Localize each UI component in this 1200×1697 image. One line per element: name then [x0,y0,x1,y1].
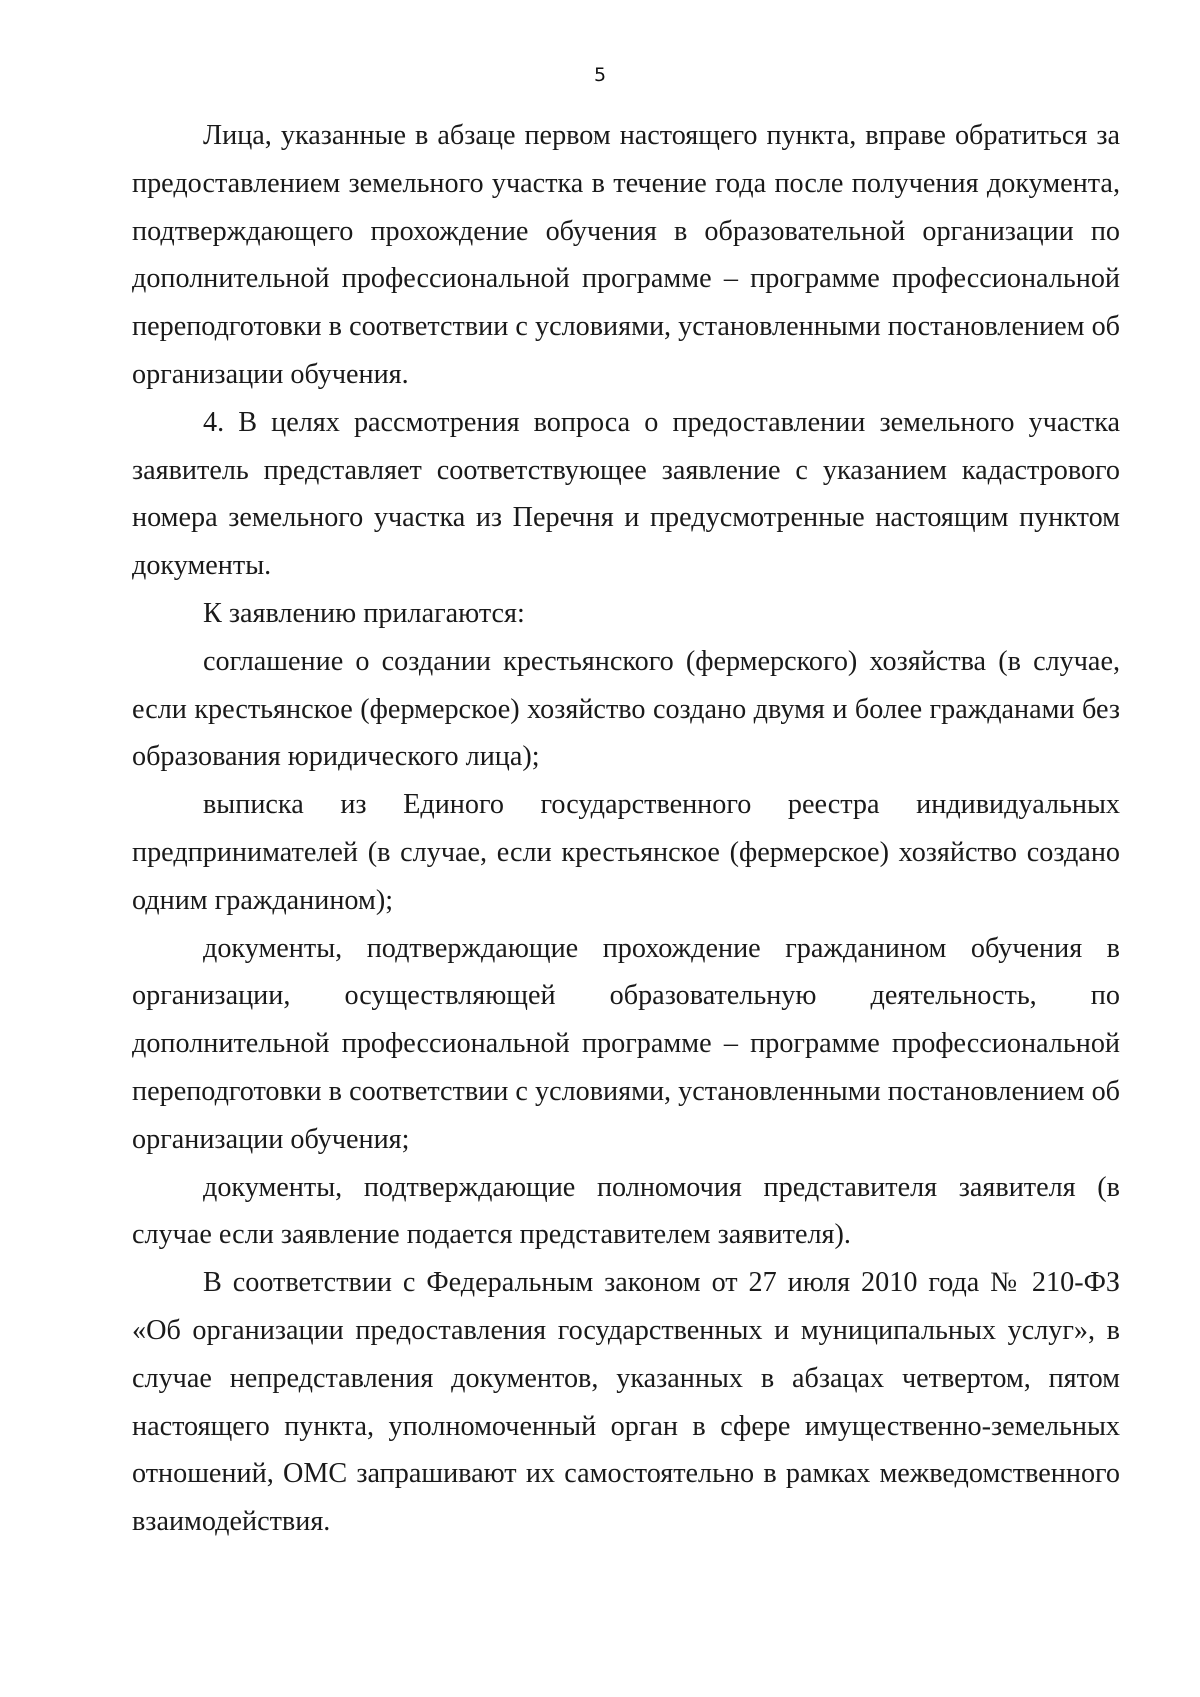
paragraph-2: 4. В целях рассмотрения вопроса о предоставлении земельного участка заявитель представляет соответствующее заявление с указанием кадастрового номера земельного участка из Перечня и предусмотренные настоящим пунктом документы. [132,406,1120,582]
paragraph-7: документы, подтверждающие полномочия представителя заявителя (в случае если заявление подается представителем заявителя). [132,1171,1120,1251]
document-body [132,112,1120,1546]
paragraph-6: документы, подтверждающие прохождение гражданином обучения в организации, осуществляющей образовательную деятельность, по дополнительной профессиональной программе – программе профессиональной переподготовки в соответствии с условиями, установленными постановлением об организации обучения; [132,932,1120,1155]
paragraph-4: соглашение о создании крестьянского (фермерского) хозяйства (в случае, если крестьянское (фермерское) хозяйство создано двумя и более гражданами без образования юридического лица); [132,645,1120,773]
paragraph-8: В соответствии с Федеральным законом от 27 июля 2010 года № 210-ФЗ «Об организации предоставления государственных и муниципальных услуг», в случае непредставления документов, указанных в абзацах четвертом, пятом настоящего пункта, уполномоченный орган в сфере имущественно-земельных отношений, ОМС запрашивают их самостоятельно в рамках межведомственного взаимодействия. [132,1267,1120,1538]
paragraph-3: К заявлению прилагаются: [203,597,525,629]
paragraph-5: выписка из Единого государственного реестра индивидуальных предпринимателей (в случае, если крестьянское (фермерское) хозяйство создано одним гражданином); [132,789,1120,916]
paragraph-1: Лица, указанные в абзаце первом настоящего пункта, вправе обратиться за предоставлением земельного участка в течение года после получения документа, подтверждающего прохождение обучения в образовательной организации по дополнительной профессиональной программе – программе профессиональной переподготовки в соответствии с условиями, установленными постановлением об организации обучения. [132,120,1120,390]
page-number: 5 [593,64,607,86]
